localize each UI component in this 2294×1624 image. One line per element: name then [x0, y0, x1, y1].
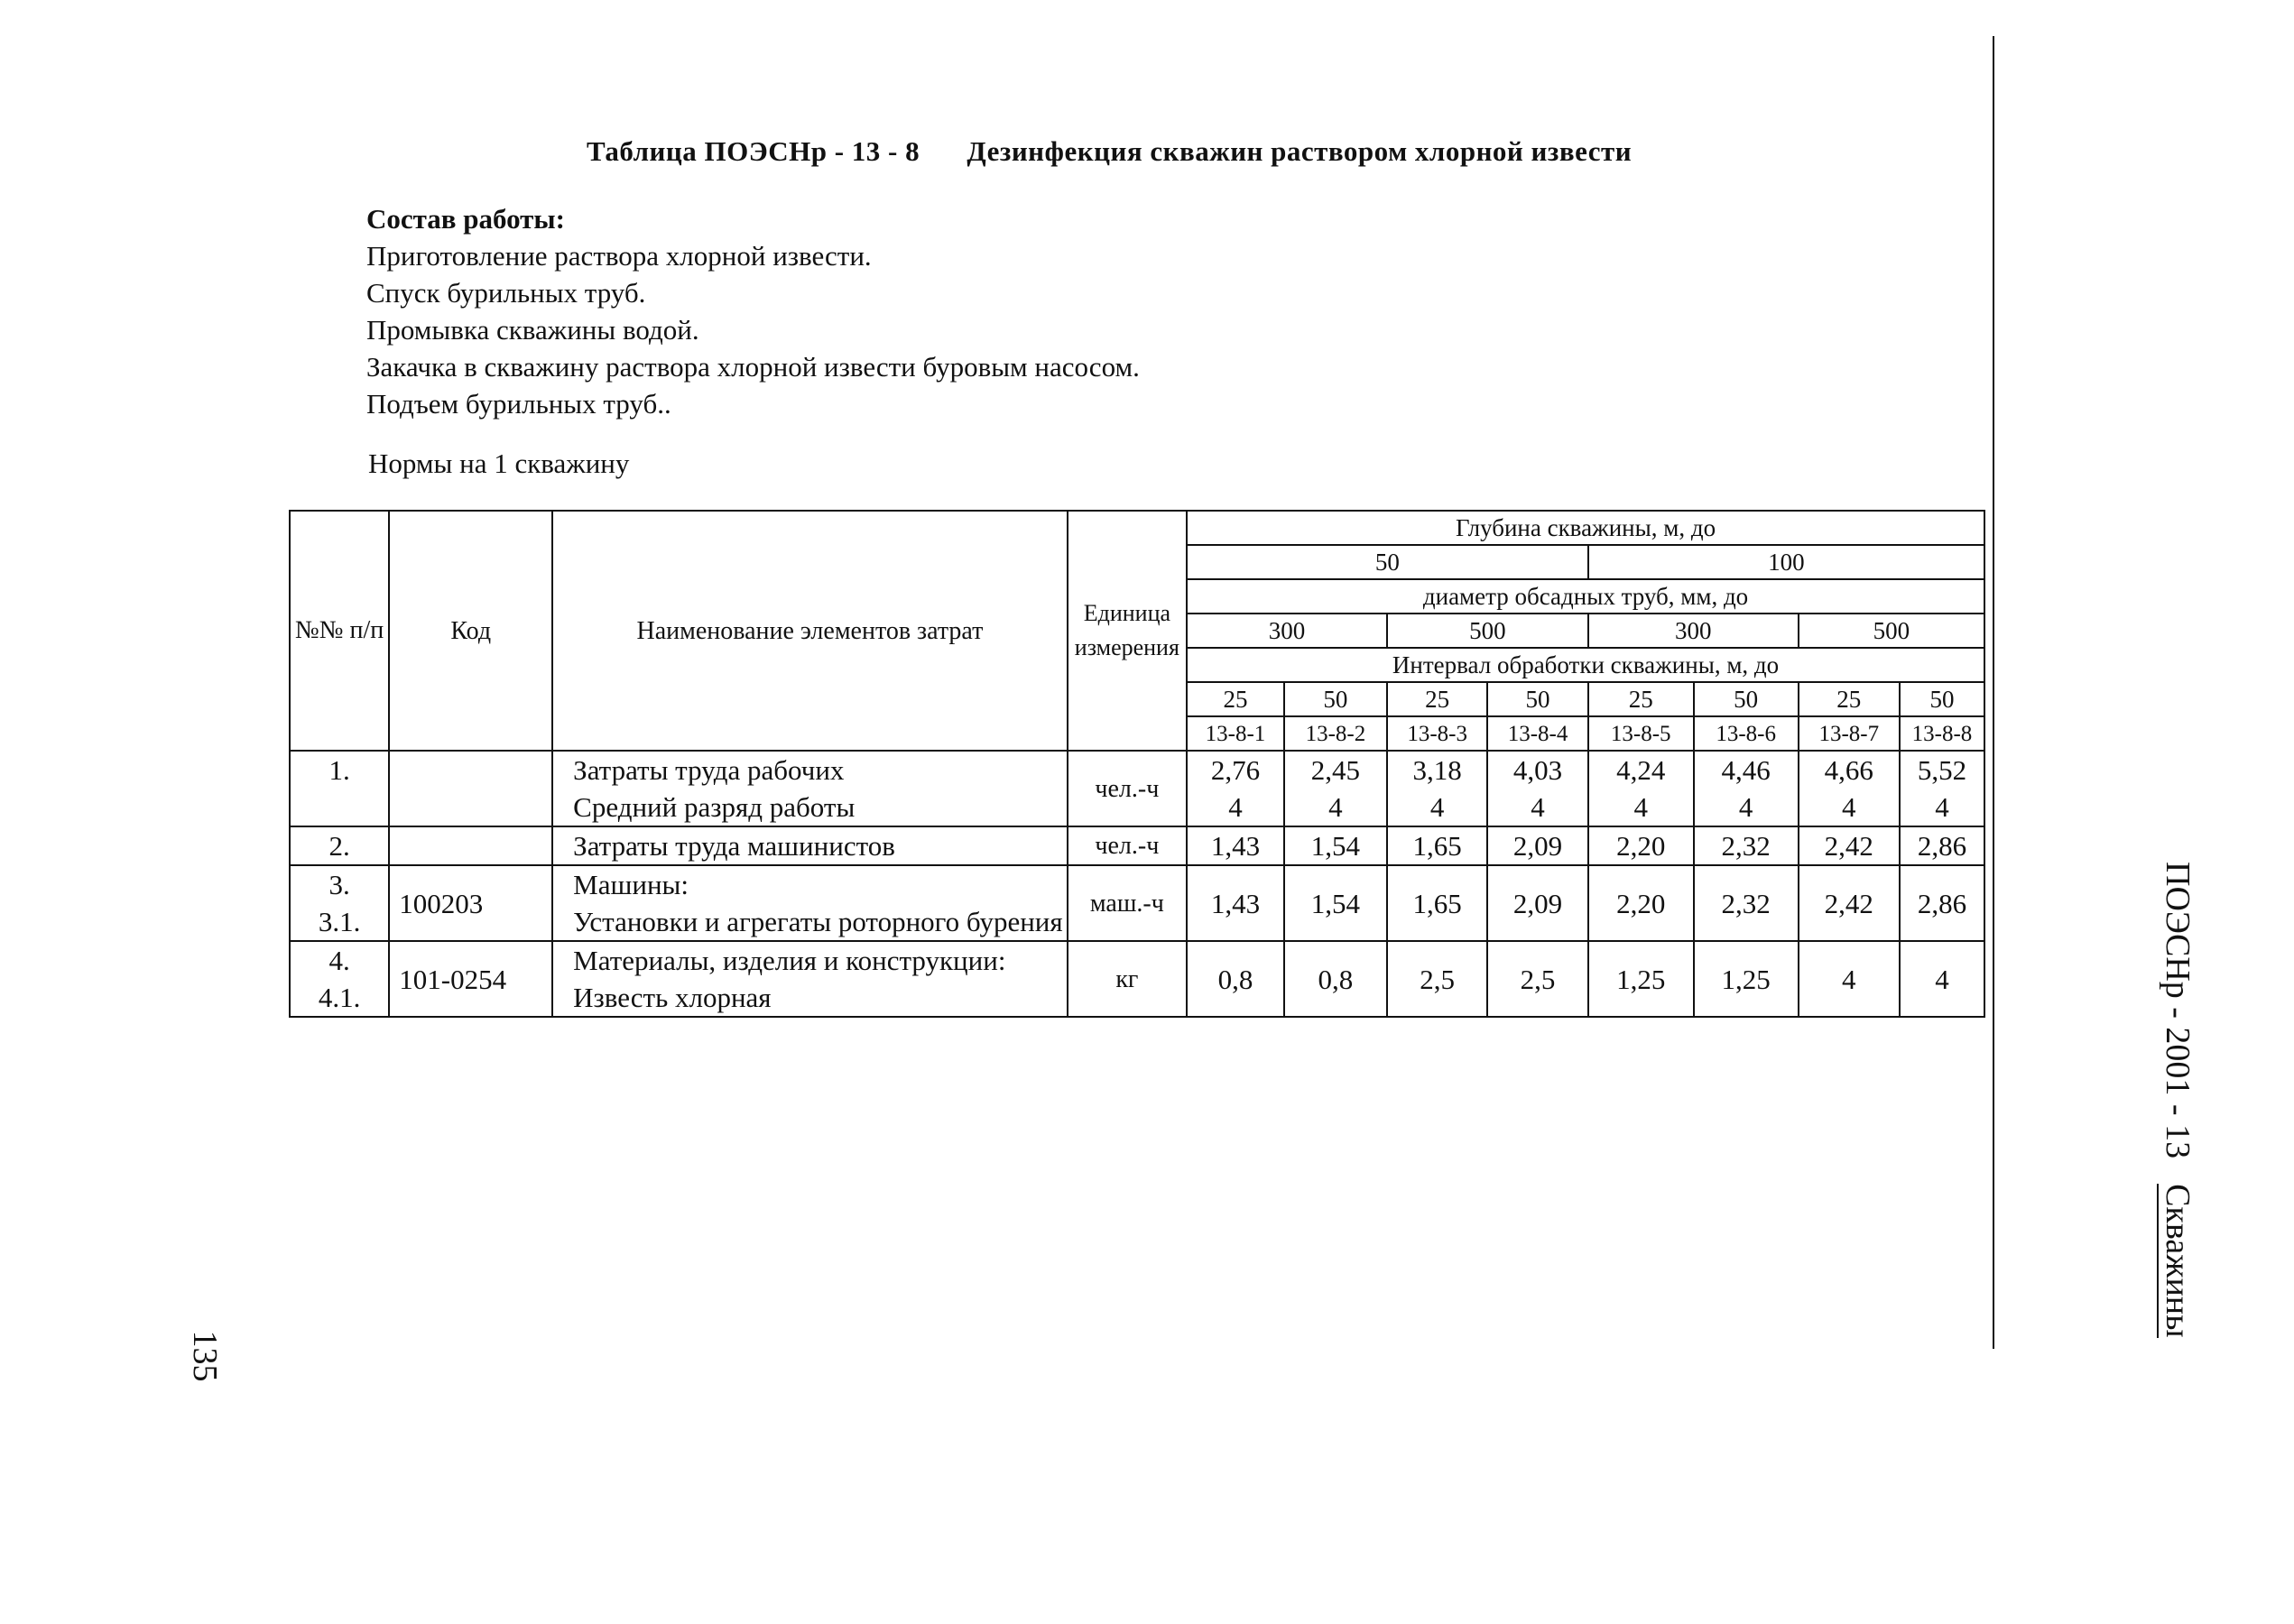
row-name-line: Машины:: [573, 869, 689, 900]
row-num: [290, 941, 389, 1017]
norm-code: 13-8-7: [1799, 716, 1900, 751]
page-number: 135: [186, 1330, 224, 1382]
row-unit: чел.-ч: [1068, 751, 1187, 826]
row-value-line: 4: [1842, 791, 1856, 823]
row-value: [1187, 941, 1284, 1017]
row-value: [1588, 865, 1694, 941]
header-name: Наименование элементов затрат: [552, 511, 1067, 751]
row-name: [552, 751, 1067, 826]
row-value-line: 2,42: [1824, 887, 1873, 919]
row-value: [1284, 751, 1387, 826]
row-value-line: 2,32: [1721, 830, 1771, 862]
row-name-line: Затраты труда машинистов: [573, 830, 895, 862]
table-number: Таблица ПОЭСНр - 13 - 8: [587, 135, 920, 167]
table-row: [290, 941, 1984, 1017]
row-num: [290, 826, 389, 865]
row-name-line: Затраты труда рабочих: [573, 754, 845, 786]
row-value: [1487, 941, 1587, 1017]
header-diameter-value: 500: [1799, 614, 1984, 648]
row-value: [1900, 826, 1984, 865]
side-label-section: Скважины: [2159, 1184, 2197, 1338]
row-value: [1187, 751, 1284, 826]
norms-table: [289, 510, 1985, 1018]
header-code: Код: [389, 511, 552, 751]
norm-code: 13-8-8: [1900, 716, 1984, 751]
header-interval-value: 25: [1799, 682, 1900, 716]
row-value-line: 0,8: [1217, 963, 1253, 995]
row-value: [1799, 941, 1900, 1017]
row-num-line: 4.1.: [318, 982, 361, 1013]
row-value-line: 4,66: [1824, 754, 1873, 786]
row-code: [389, 865, 552, 941]
composition-step: Приготовление раствора хлорной извести.: [366, 240, 872, 272]
row-unit: маш.-ч: [1068, 865, 1187, 941]
row-value-line: 2,09: [1512, 887, 1563, 919]
header-diameter: диаметр обсадных труб, мм, до: [1187, 579, 1984, 614]
row-value: [1284, 941, 1387, 1017]
header-num: №№ п/п: [290, 511, 389, 751]
row-name-line: Установки и агрегаты роторного бурения: [573, 906, 1063, 937]
norm-code: 13-8-3: [1387, 716, 1487, 751]
row-num-line: 2.: [328, 830, 350, 862]
row-value: [1588, 826, 1694, 865]
row-value: [1799, 751, 1900, 826]
side-label-doc: ПОЭСНр - 2001 - 13: [2159, 862, 2197, 1159]
row-value-line: 4,03: [1512, 754, 1563, 786]
row-value-line: 4: [1842, 963, 1856, 995]
header-diameter-value: 300: [1588, 614, 1799, 648]
table-row: [290, 826, 1984, 865]
row-value-line: 2,20: [1616, 830, 1666, 862]
row-value: [1387, 751, 1487, 826]
row-value-line: 2,76: [1210, 754, 1261, 786]
table-name: Дезинфекция скважин раствором хлорной извести: [967, 135, 1633, 167]
row-value-line: 1,54: [1310, 887, 1361, 919]
row-name: [552, 865, 1067, 941]
row-value: [1799, 826, 1900, 865]
row-num-line: 4.: [328, 945, 350, 976]
row-name-line: Известь хлорная: [573, 982, 772, 1013]
work-composition: [366, 200, 1140, 422]
norm-code: 13-8-4: [1487, 716, 1587, 751]
row-code-line: 100203: [399, 887, 484, 919]
header-diameter-value: 500: [1387, 614, 1588, 648]
row-value: [1694, 941, 1799, 1017]
row-value: [1694, 865, 1799, 941]
row-value-line: 1,54: [1310, 830, 1361, 862]
header-diameter-value: 300: [1187, 614, 1387, 648]
row-value: [1588, 751, 1694, 826]
row-value-line: 2,45: [1310, 754, 1361, 786]
header-depth-value: 50: [1187, 545, 1588, 579]
header-interval-value: 50: [1284, 682, 1387, 716]
composition-step: Спуск бурильных труб.: [366, 277, 646, 309]
vertical-rule: [1993, 36, 1994, 1349]
row-value: [1694, 826, 1799, 865]
row-num-line: 1.: [328, 754, 350, 786]
composition-step: Закачка в скважину раствора хлорной извести буровым насосом.: [366, 351, 1140, 383]
row-value: [1900, 941, 1984, 1017]
row-value-line: 2,5: [1420, 963, 1456, 995]
row-value-line: 1,43: [1210, 887, 1261, 919]
row-value-line: 1,65: [1412, 887, 1462, 919]
row-value-line: 2,86: [1917, 830, 1967, 862]
row-value-line: 2,20: [1616, 887, 1666, 919]
row-name: [552, 826, 1067, 865]
header-interval-value: 25: [1187, 682, 1284, 716]
row-num: [290, 751, 389, 826]
row-value-line: 3,18: [1412, 754, 1462, 786]
table-row: [290, 865, 1984, 941]
row-value-line: 1,25: [1616, 963, 1666, 995]
row-value: [1284, 865, 1387, 941]
row-value: [1487, 865, 1587, 941]
row-value: [1694, 751, 1799, 826]
header-interval: Интервал обработки скважины, м, до: [1187, 648, 1984, 682]
row-value-line: 4,46: [1721, 754, 1771, 786]
composition-step: Подъем бурильных труб..: [366, 388, 671, 420]
row-value: [1284, 826, 1387, 865]
row-value: [1799, 865, 1900, 941]
row-value: [1187, 826, 1284, 865]
row-value-line: 0,8: [1318, 963, 1354, 995]
composition-step: Промывка скважины водой.: [366, 314, 699, 346]
row-value: [1387, 826, 1487, 865]
norm-code: 13-8-1: [1187, 716, 1284, 751]
row-code: [389, 826, 552, 865]
row-unit: кг: [1068, 941, 1187, 1017]
table-title: [587, 135, 1787, 168]
row-value-line: 2,32: [1721, 887, 1771, 919]
row-value-line: 2,09: [1512, 830, 1563, 862]
row-code: [389, 751, 552, 826]
row-value-line: 4: [1738, 791, 1753, 823]
row-code-line: 101-0254: [399, 963, 507, 995]
row-value-line: 2,42: [1824, 830, 1873, 862]
norms-caption: Нормы на 1 скважину: [368, 448, 630, 479]
row-value: [1487, 751, 1587, 826]
row-value: [1588, 941, 1694, 1017]
header-interval-value: 25: [1387, 682, 1487, 716]
norm-code: 13-8-5: [1588, 716, 1694, 751]
row-num-line: 3.: [328, 869, 350, 900]
row-value: [1387, 865, 1487, 941]
row-value-line: 4: [1328, 791, 1343, 823]
row-num: [290, 865, 389, 941]
row-unit: чел.-ч: [1068, 826, 1187, 865]
row-name-line: Средний разряд работы: [573, 791, 856, 823]
header-unit: Единица измерения: [1068, 511, 1187, 751]
row-name: [552, 941, 1067, 1017]
header-interval-value: 25: [1588, 682, 1694, 716]
row-value: [1900, 865, 1984, 941]
row-value-line: 4: [1531, 791, 1545, 823]
row-num-line: 3.1.: [318, 906, 361, 937]
row-value-line: 2,5: [1520, 963, 1556, 995]
row-value-line: 4: [1935, 791, 1949, 823]
composition-heading: Состав работы:: [366, 203, 565, 235]
row-value-line: 1,43: [1210, 830, 1261, 862]
row-name-line: Материалы, изделия и конструкции:: [573, 945, 1006, 976]
header-depth: Глубина скважины, м, до: [1187, 511, 1984, 545]
row-value-line: 2,86: [1917, 887, 1967, 919]
row-value: [1187, 865, 1284, 941]
row-value-line: 4,24: [1616, 754, 1666, 786]
header-interval-value: 50: [1694, 682, 1799, 716]
row-value-line: 5,52: [1917, 754, 1967, 786]
row-value-line: 4: [1228, 791, 1243, 823]
norm-code: 13-8-6: [1694, 716, 1799, 751]
header-interval-value: 50: [1487, 682, 1587, 716]
norm-code: 13-8-2: [1284, 716, 1387, 751]
row-value: [1387, 941, 1487, 1017]
row-code: [389, 941, 552, 1017]
table-row: [290, 751, 1984, 826]
row-value-line: 4: [1429, 791, 1445, 823]
row-value-line: 1,65: [1412, 830, 1462, 862]
header-interval-value: 50: [1900, 682, 1984, 716]
row-value-line: 4: [1633, 791, 1648, 823]
row-value: [1900, 751, 1984, 826]
side-label: [2152, 862, 2197, 1338]
row-value-line: 1,25: [1721, 963, 1771, 995]
row-value-line: 4: [1935, 963, 1949, 995]
row-value: [1487, 826, 1587, 865]
header-depth-value: 100: [1588, 545, 1984, 579]
